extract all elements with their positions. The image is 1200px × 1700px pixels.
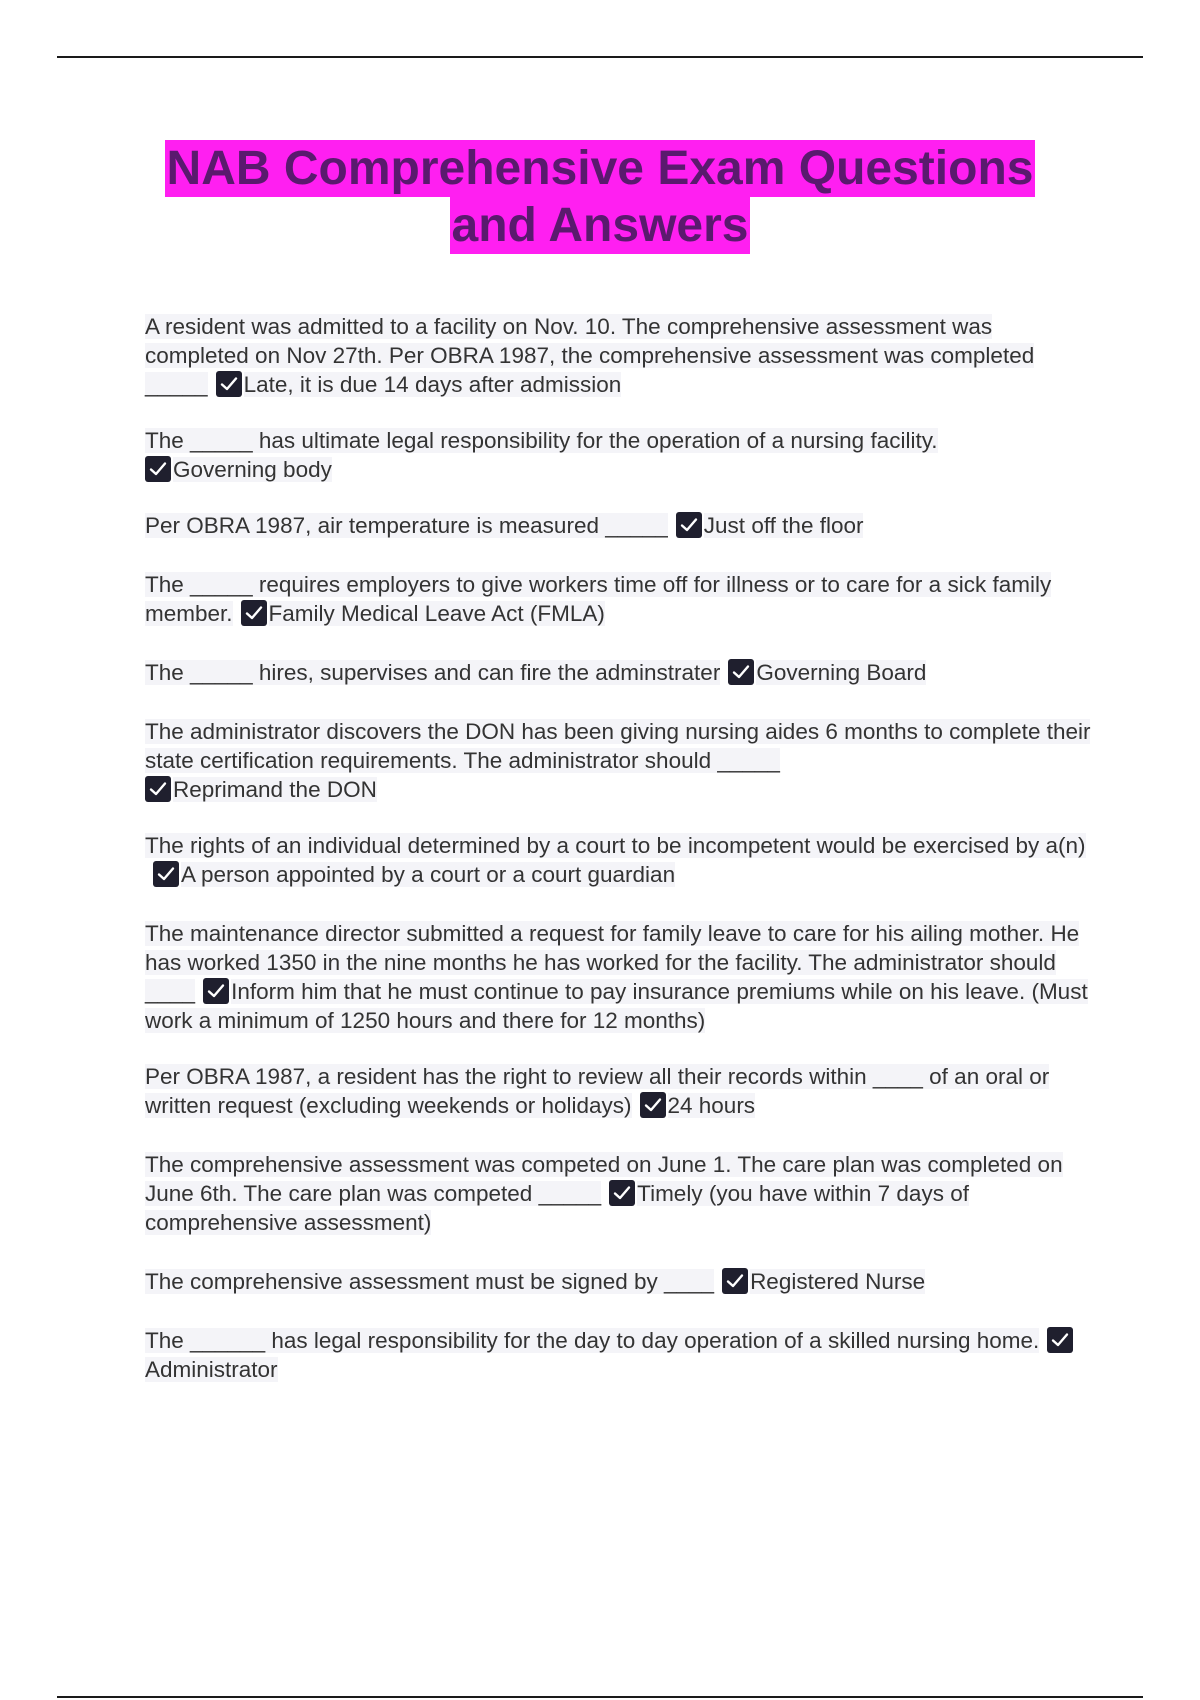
checkmark-box-icon: [676, 512, 702, 538]
qa-item: [145, 1150, 1095, 1237]
checkmark-box-icon: [216, 371, 242, 397]
qa-item: [145, 919, 1095, 1035]
answer-text: Late, it is due 14 days after admission: [243, 372, 622, 397]
checkmark-box-icon: [640, 1092, 666, 1118]
question-text: The administrator discovers the DON has been giving nursing aides 6 months to complete their state certification requirements. The administrator should _____: [145, 719, 1091, 773]
qa-item: [145, 426, 1095, 484]
answer-text: 24 hours: [667, 1093, 756, 1118]
answer-text: Just off the floor: [703, 513, 864, 538]
question-text: Per OBRA 1987, a resident has the right to review all their records within ____ of an oral or written request (excluding weekends or holidays): [145, 1064, 1050, 1118]
answer-text: Inform him that he must continue to pay insurance premiums while on his leave. (Must work a minimum of 1250 hours and there for 12 months): [145, 979, 1088, 1033]
title-line-2: and Answers: [451, 199, 749, 252]
qa-item: [145, 717, 1095, 804]
qa-item: [145, 511, 1095, 540]
qa-item: [145, 1326, 1095, 1384]
answer-text: Governing body: [173, 457, 332, 482]
question-text: Per OBRA 1987, air temperature is measured _____: [145, 513, 668, 538]
question-text: The _____ requires employers to give workers time off for illness or to care for a sick family member.: [145, 572, 1052, 626]
qa-item: [145, 1267, 1095, 1296]
checkmark-box-icon: [728, 659, 754, 685]
page-title: [0, 140, 1200, 254]
question-text: The maintenance director submitted a request for family leave to care for his ailing mother. He has worked 1350 in the nine months he has worked for the facility. The administrator should ____: [145, 921, 1080, 1004]
qa-list: [145, 312, 1095, 1411]
question-text: The rights of an individual determined by a court to be incompetent would be exercised by a(n): [145, 833, 1086, 858]
answer-text: Registered Nurse: [750, 1269, 926, 1294]
checkmark-box-icon: [609, 1180, 635, 1206]
question-text: The comprehensive assessment must be signed by ____: [145, 1269, 715, 1294]
question-text: The ______ has legal responsibility for the day to day operation of a skilled nursing home.: [145, 1328, 1040, 1353]
answer-text: Reprimand the DON: [173, 777, 377, 802]
qa-item: [145, 1062, 1095, 1120]
top-rule: [57, 56, 1143, 58]
checkmark-box-icon: [153, 861, 179, 887]
answer-text: A person appointed by a court or a court guardian: [181, 862, 676, 887]
bottom-rule: [57, 1696, 1143, 1698]
qa-item: [145, 312, 1095, 399]
checkmark-box-icon: [145, 456, 171, 482]
qa-item: [145, 570, 1095, 628]
answer-text: Governing Board: [756, 660, 927, 685]
qa-item: [145, 658, 1095, 687]
answer-text: Administrator: [145, 1357, 278, 1382]
checkmark-box-icon: [1047, 1327, 1073, 1353]
question-text: The comprehensive assessment was competed on June 1. The care plan was completed on June 6th. The care plan was competed _____: [145, 1152, 1063, 1206]
question-text: The _____ hires, supervises and can fire the adminstrater: [145, 660, 721, 685]
qa-item: [145, 831, 1095, 889]
answer-text: Timely (you have within 7 days of comprehensive assessment): [145, 1181, 969, 1235]
question-text: A resident was admitted to a facility on Nov. 10. The comprehensive assessment was completed on Nov 27th. Per OBRA 1987, the comprehensive assessment was completed _____: [145, 314, 1035, 397]
checkmark-box-icon: [722, 1268, 748, 1294]
answer-text: Family Medical Leave Act (FMLA): [268, 601, 605, 626]
checkmark-box-icon: [241, 600, 267, 626]
question-text: The _____ has ultimate legal responsibility for the operation of a nursing facility.: [145, 428, 938, 453]
checkmark-box-icon: [203, 978, 229, 1004]
checkmark-box-icon: [145, 776, 171, 802]
title-line-1: NAB Comprehensive Exam Questions: [166, 142, 1034, 195]
